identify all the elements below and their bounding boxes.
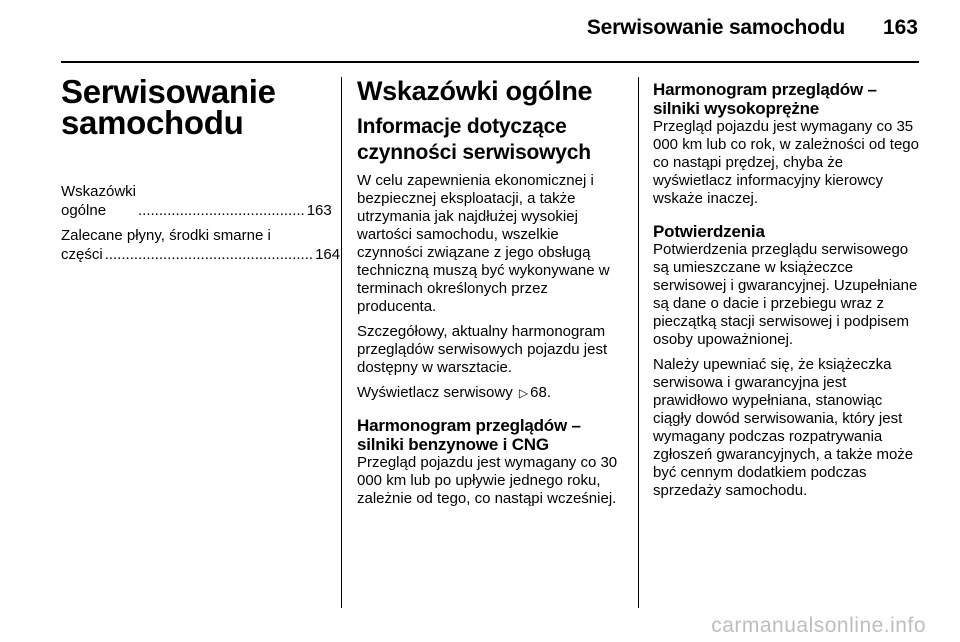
table-of-contents bbox=[61, 182, 341, 264]
chapter-title-line2: samochodu bbox=[61, 104, 244, 141]
paragraph: Potwierdzenia przeglądu serwisowego są umieszczane w książeczce serwisowej i gwarancyjnej. Uzupełniane są dane o dacie i przebiegu wraz z pieczątką stacji serwisowej i podpisem osoby upoważnionej. bbox=[653, 241, 918, 348]
paragraph: Przegląd pojazdu jest wymagany co 30 000 km lub po upływie jednego roku, zależnie od tego, co nastąpi wcześniej. bbox=[357, 454, 618, 507]
section-title: Wskazówki ogólne bbox=[357, 76, 593, 106]
toc-leader: .................................................. bbox=[104, 246, 314, 263]
toc-entry-page: 164 bbox=[315, 246, 341, 263]
toc-entry-page: 163 bbox=[306, 202, 332, 219]
toc-entry-text-cont: części bbox=[61, 246, 103, 263]
reference-arrow-icon: ▷ bbox=[518, 386, 529, 400]
watermark: carmanualsonline.info bbox=[711, 614, 926, 637]
text-column-3 bbox=[653, 66, 923, 507]
subsection-title: Informacje dotyczące czynności serwisowych bbox=[357, 115, 591, 164]
toc-leader: ........................................ bbox=[138, 202, 305, 219]
toc-entry-text: Wskazówki ogólne bbox=[61, 183, 137, 219]
subsection-title: Potwierdzenia bbox=[653, 222, 765, 241]
toc-entry-text: Zalecane płyny, środki smarne i bbox=[61, 227, 271, 244]
column-divider bbox=[638, 77, 639, 608]
chapter-title-line1: Serwisowanie bbox=[61, 73, 276, 110]
toc-entry[interactable] bbox=[61, 182, 332, 220]
chapter-column bbox=[61, 66, 341, 270]
column-divider bbox=[341, 77, 342, 608]
page-number: 163 bbox=[882, 16, 918, 39]
chapter-title bbox=[61, 73, 327, 141]
paragraph-cross-reference: Wyświetlacz serwisowy ▷ 68. bbox=[357, 384, 551, 401]
subsection-title: Harmonogram przeglądów – silniki benzynowe i CNG bbox=[357, 416, 581, 454]
page-reference[interactable]: 68. bbox=[530, 384, 551, 401]
paragraph: Należy upewniać się, że książeczka serwisowa i gwarancyjna jest prawidłowo wypełniana, stanowiąc ciągły dowód serwisowania, który jest wymagany podczas rozpatrywania zgłoszeń gwarancyjnych, a także może być cennym dodatkiem podczas sprzedaży samochodu. bbox=[653, 356, 914, 499]
subsection-title: Harmonogram przeglądów – silniki wysokoprężne bbox=[653, 80, 877, 118]
paragraph: W celu zapewnienia ekonomicznej i bezpiecznej eksploatacji, a także utrzymania jak najdłużej wysokiej wartości samochodu, wszelkie czynności związane z jego obsługą techniczną muszą być wykonywane w terminach określonych przez producenta. bbox=[357, 172, 610, 315]
toc-entry[interactable] bbox=[61, 226, 341, 264]
text-column-2 bbox=[357, 66, 627, 515]
running-header-title: Serwisowanie samochodu bbox=[586, 16, 845, 39]
paragraph: Przegląd pojazdu jest wymagany co 35 000 km lub co rok, w zależności od tego co nastąpi prędzej, chyba że wyświetlacz informacyjny kierowcy wskaże inaczej. bbox=[653, 118, 919, 207]
header-rule bbox=[61, 61, 919, 63]
paragraph: Szczegółowy, aktualny harmonogram przeglądów serwisowych pojazdu jest dostępny w warsztacie. bbox=[357, 323, 608, 376]
